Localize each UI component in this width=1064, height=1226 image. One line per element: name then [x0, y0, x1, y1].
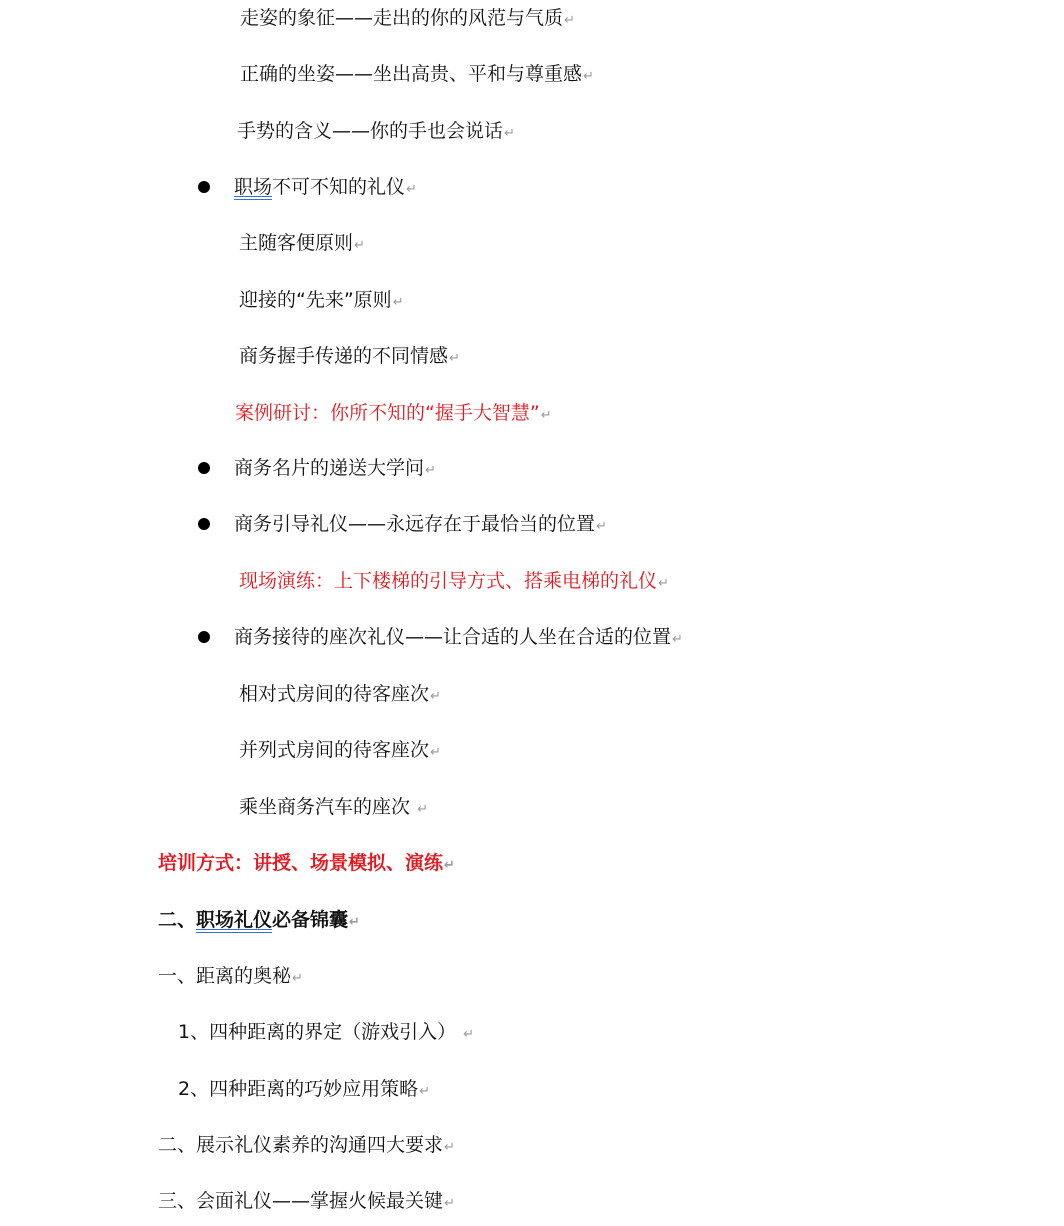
numbered-line: 1、四种距离的界定（游戏引入） ↵: [178, 1021, 475, 1043]
paragraph-mark-icon: ↵: [430, 689, 441, 704]
bullet-icon: [198, 462, 210, 474]
paragraph-mark-icon: ↵: [349, 915, 360, 930]
bullet-icon: [198, 181, 210, 193]
paragraph-mark-icon: ↵: [392, 295, 404, 310]
training-method-line: 培训方式：讲授、场景模拟、演练↵: [158, 852, 455, 874]
paragraph-mark-icon: ↵: [672, 632, 683, 647]
spelling-underline: 职场: [234, 176, 273, 198]
subsection-line: 一、距离的奥秘↵: [158, 965, 303, 987]
bullet-icon: [198, 518, 210, 530]
paragraph-mark-icon: ↵: [406, 182, 417, 197]
paragraph-mark-icon: ↵: [444, 1196, 455, 1211]
section-heading: 二、职场礼仪必备锦囊↵: [158, 909, 360, 931]
text-line: 主随客便原则↵: [239, 232, 365, 254]
paragraph-mark-icon: ↵: [658, 576, 669, 591]
text-line: 手势的含义——你的手也会说话↵: [237, 120, 515, 142]
subsection-line: 三、会面礼仪——掌握火候最关键↵: [158, 1190, 455, 1212]
subsection-line: 二、展示礼仪素养的沟通四大要求↵: [158, 1134, 455, 1156]
text-line: 乘坐商务汽车的座次 ↵: [239, 796, 428, 818]
text-line: 迎接的“先来”原则↵: [239, 289, 404, 311]
paragraph-mark-icon: ↵: [463, 1027, 475, 1042]
case-study-line: 案例研讨：你所不知的“握手大智慧”↵: [235, 402, 552, 424]
text-line: 并列式房间的待客座次↵: [239, 739, 441, 761]
paragraph-mark-icon: ↵: [425, 463, 436, 478]
spelling-underline: 职场礼仪: [196, 909, 273, 931]
paragraph-mark-icon: ↵: [430, 745, 441, 760]
text-line: 相对式房间的待客座次↵: [239, 683, 441, 705]
paragraph-mark-icon: ↵: [564, 13, 575, 28]
paragraph-mark-icon: ↵: [444, 1140, 455, 1155]
text-line: 正确的坐姿——坐出高贵、平和与尊重感↵: [240, 63, 594, 85]
paragraph-mark-icon: ↵: [540, 408, 552, 423]
bullet-icon: [198, 631, 210, 643]
paragraph-mark-icon: ↵: [449, 351, 460, 366]
bullet-item: 商务引导礼仪——永远存在于最恰当的位置↵: [234, 513, 607, 535]
bullet-item: 商务名片的递送大学问↵: [234, 457, 436, 479]
text-line: 走姿的象征——走出的你的风范与气质↵: [240, 7, 575, 29]
paragraph-mark-icon: ↵: [504, 126, 515, 141]
paragraph-mark-icon: ↵: [417, 802, 428, 817]
practice-line: 现场演练：上下楼梯的引导方式、搭乘电梯的礼仪↵: [239, 570, 669, 592]
paragraph-mark-icon: ↵: [444, 858, 455, 873]
text-line: 商务握手传递的不同情感↵: [239, 345, 460, 367]
bullet-item: 商务接待的座次礼仪——让合适的人坐在合适的位置↵: [234, 626, 683, 648]
paragraph-mark-icon: ↵: [354, 238, 365, 253]
paragraph-mark-icon: ↵: [292, 971, 303, 986]
numbered-line: 2、四种距离的巧妙应用策略↵: [178, 1078, 430, 1100]
paragraph-mark-icon: ↵: [583, 69, 594, 84]
paragraph-mark-icon: ↵: [596, 519, 607, 534]
bullet-item: 职场不可不知的礼仪↵: [234, 176, 417, 198]
paragraph-mark-icon: ↵: [419, 1084, 430, 1099]
